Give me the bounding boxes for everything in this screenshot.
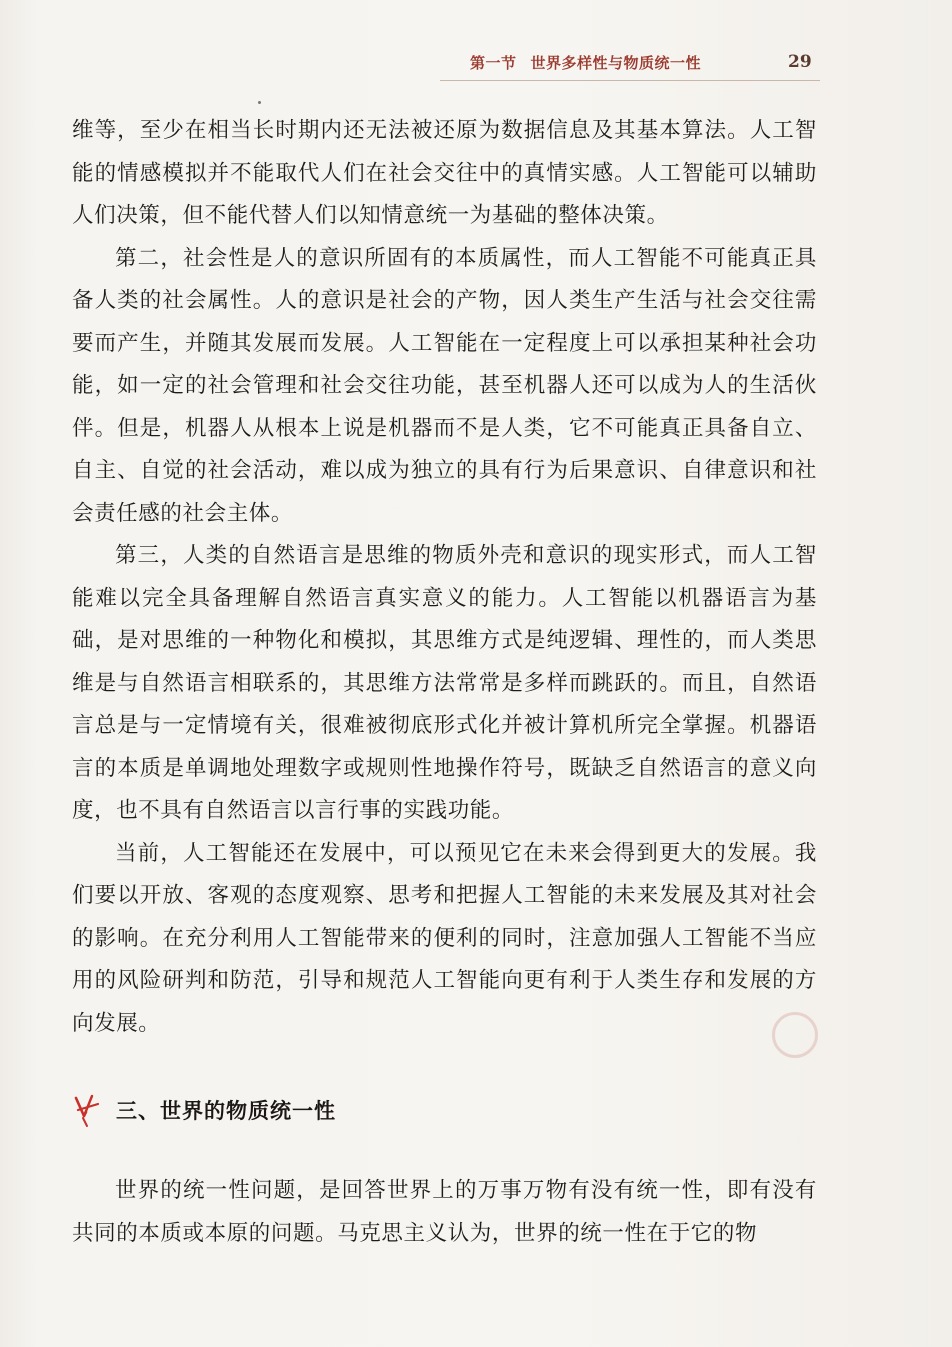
paragraph-world-unity: 世界的统一性问题，是回答世界上的万事万物有没有统一性，即有没有共同的本质或本原的问题。马克思主义认为，世界的统一性在于它的物 [72, 1178, 817, 1246]
body-text [72, 110, 817, 1045]
running-header [470, 52, 810, 74]
header-chapter-title: 世界多样性与物质统一性 [530, 54, 702, 72]
paragraph-third-point: 第三，人类的自然语言是思维的物质外壳和意识的现实形式，而人工智能难以完全具备理解自然语言真实意义的能力。人工智能以机器语言为基础，是对思维的一种物化和模拟，其思维方式是纯逻辑、理性的，而人类思维是与自然语言相联系的，其思维方法常常是多样而跳跃的。而且，自然语言总是与一定情境有关，很难被彻底形式化并被计算机所完全掌握。机器语言的本质是单调地处理数字或规则性地操作符号，既缺乏自然语言的意义向度，也不具有自然语言以言行事的实践功能。 [72, 543, 817, 823]
paragraph-second-point: 第二，社会性是人的意识所固有的本质属性，而人工智能不可能真正具备人类的社会属性。人的意识是社会的产物，因人类生产生活与社会交往需要而产生，并随其发展而发展。人工智能在一定程度上可以承担某种社会功能，如一定的社会管理和社会交往功能，甚至机器人还可以成为人的生活伙伴。但是，机器人从根本上说是机器而不是人类，它不可能真正具备自立、自主、自觉的社会活动，难以成为独立的具有行为后果意识、自律意识和社会责任感的社会主体。 [72, 245, 817, 526]
section-heading [72, 1092, 336, 1128]
header-section-number: 第一节 [470, 54, 517, 72]
paragraph-current-development: 当前，人工智能还在发展中，可以预见它在未来会得到更大的发展。我们要以开放、客观的态度观察、思考和把握人工智能的未来发展及其对社会的影响。在充分利用人工智能带来的便利的同时，注意加强人工智能不当应用的风险研判和防范，引导和规范人工智能向更有利于人类生存和发展的方向发展。 [72, 840, 817, 1036]
handwritten-check-mark-icon [72, 1092, 104, 1128]
page-number: 29 [788, 52, 812, 72]
paragraph-continuation: 维等，至少在相当长时期内还无法被还原为数据信息及其基本算法。人工智能的情感模拟并不能取代人们在社会交往中的真情实感。人工智能可以辅助人们决策，但不能代替人们以知情意统一为基础的整体决策。 [72, 118, 817, 228]
header-rule [440, 80, 820, 81]
section-title: 三、世界的物质统一性 [116, 1099, 336, 1123]
print-speck [258, 101, 261, 104]
bleed-through-stamp [772, 1012, 818, 1058]
section-body-text [72, 1170, 817, 1255]
